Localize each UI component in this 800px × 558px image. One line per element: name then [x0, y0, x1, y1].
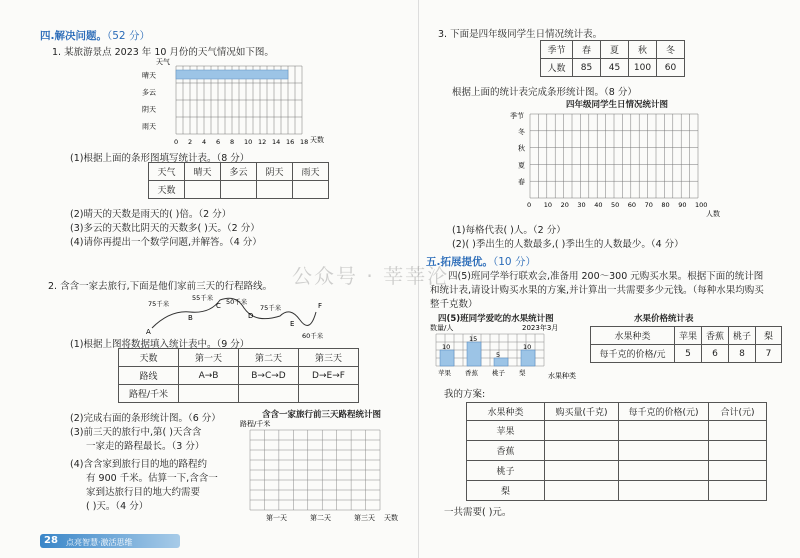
q3-text: 3. 下面是四年级同学生日情况统计表。 [438, 29, 603, 40]
plan-th-0: 水果种类 [467, 403, 545, 421]
route-diagram [140, 290, 340, 340]
route-chart-category: 第二天 [310, 514, 331, 522]
birthday-tick: 40 [594, 201, 603, 209]
birthday-xlabel: 人数 [706, 210, 720, 218]
q2-text: 2. 含含一家去旅行,下面是他们家前三天的行程路线。 [48, 281, 273, 292]
birthday-category: 秋 [518, 144, 525, 153]
route-th-2: 第二天 [239, 349, 299, 367]
q3-sub2: (2)( )季出生的人数最多,( )季出生的人数最少。（4 分） [452, 239, 684, 250]
plan-fruit: 梨 [467, 481, 545, 501]
weather-th-3: 阴天 [257, 163, 293, 181]
weather-tick: 12 [258, 138, 267, 146]
weather-th-2: 多云 [221, 163, 257, 181]
q1-sub1: (1)根据上面的条形图填写统计表。（8 分） [70, 153, 250, 164]
route-distance-label: 60千米 [302, 332, 324, 340]
route-table-row-route [119, 367, 359, 385]
birthday-row-label: 人数 [541, 59, 573, 77]
price-th-2: 香蕉 [702, 327, 729, 345]
plan-header-row [467, 403, 767, 421]
birthday-th-4: 冬 [657, 41, 685, 59]
q2-sub2: (2)完成右面的条形统计图。（6 分） [70, 413, 221, 424]
section5-score: （10 分） [493, 256, 536, 268]
fruit-bar-label: 10 [523, 343, 532, 351]
q4-text2: 和统计表,请设计购买水果的方案,并计算出一共需要多少元钱。（每种水果均购买 [430, 285, 764, 296]
weather-tick: 4 [202, 138, 207, 146]
q2-sub4a: (4)含含家到旅行目的地的路程约 [70, 459, 207, 470]
birthday-tick: 70 [644, 201, 653, 209]
weather-table [148, 162, 329, 199]
q3-sub1: (1)每格代表( )人。（2 分） [452, 225, 566, 236]
q2-sub3b: 一家走的路程最长。（3 分） [86, 441, 205, 452]
weather-tick: 18 [300, 138, 309, 146]
birthday-value: 100 [629, 59, 657, 77]
birthday-tick: 50 [611, 201, 620, 209]
fruit-category: 桃子 [492, 369, 505, 377]
weather-cell-answer[interactable] [293, 181, 329, 199]
route-th-0: 天数 [119, 349, 179, 367]
birthday-data-row [541, 59, 685, 77]
weather-tick: 8 [230, 138, 235, 146]
plan-answer[interactable] [709, 481, 767, 501]
plan-answer[interactable] [709, 421, 767, 441]
section5-label: 五.拓展提优。 [426, 256, 493, 268]
fruit-bar-label: 5 [496, 351, 501, 359]
price-value: 8 [729, 345, 756, 363]
plan-label: 我的方案: [444, 389, 486, 400]
route-row1-label: 路线 [119, 367, 179, 385]
plan-th-2: 每千克的价格(元) [619, 403, 709, 421]
weather-tick: 0 [174, 138, 179, 146]
weather-ylabel: 天气 [156, 58, 170, 66]
weather-bar-chart [140, 56, 340, 146]
weather-cell-answer[interactable] [185, 181, 221, 199]
distance-answer[interactable] [299, 385, 359, 403]
plan-answer[interactable] [545, 481, 619, 501]
birthday-th-2: 夏 [601, 41, 629, 59]
weather-cell-answer[interactable] [221, 181, 257, 199]
fruit-date: 2023年3月 [522, 324, 559, 332]
birthday-category: 冬 [518, 127, 525, 136]
q1-text: 1. 某旅游景点 2023 年 10 月份的天气情况如下图。 [52, 47, 274, 58]
plan-answer[interactable] [709, 441, 767, 461]
route-th-1: 第一天 [179, 349, 239, 367]
route-distance-label: 55千米 [192, 294, 214, 302]
weather-xlabel: 天数 [310, 136, 324, 144]
fruit-category: 苹果 [438, 369, 451, 377]
fruit-ylabel: 数量/人 [430, 324, 454, 332]
route-chart-xlabel: 天数 [384, 514, 398, 522]
plan-row [467, 461, 767, 481]
price-row-label: 每千克的价格/元 [591, 345, 675, 363]
fruit-xlabel: 水果种类 [548, 372, 576, 380]
distance-answer[interactable] [239, 385, 299, 403]
birthday-bar-chart[interactable] [506, 108, 734, 220]
plan-answer[interactable] [619, 441, 709, 461]
route-cell: D→E→F [299, 367, 359, 385]
weather-bar [176, 70, 288, 79]
price-value: 5 [675, 345, 702, 363]
weather-category-label: 多云 [142, 88, 156, 97]
fruit-bar-chart [430, 322, 580, 382]
plan-table [466, 402, 767, 501]
route-cell: B→C→D [239, 367, 299, 385]
fruit-bar [494, 358, 508, 366]
page-number: 28 [44, 535, 58, 546]
weather-th-4: 雨天 [293, 163, 329, 181]
weather-tick: 10 [244, 138, 253, 146]
weather-th-1: 晴天 [185, 163, 221, 181]
weather-th-0: 天气 [149, 163, 185, 181]
route-chart-category: 第一天 [266, 514, 287, 522]
q2-sub3a: (3)前三天的旅行中,第( )天含含 [70, 427, 202, 438]
weather-table-data-row [149, 181, 329, 199]
route-point-label: A [146, 328, 151, 336]
birthday-th-1: 春 [573, 41, 601, 59]
plan-fruit: 香蕉 [467, 441, 545, 461]
plan-th-3: 合计(元) [709, 403, 767, 421]
price-table [590, 326, 782, 363]
q2-sub4d: ( )天。（4 分） [86, 501, 149, 512]
q1-sub2: (2)晴天的天数是雨天的( )倍。（2 分） [70, 209, 232, 220]
price-data-row [591, 345, 782, 363]
route-table-row-distance [119, 385, 359, 403]
route-chart-category: 第三天 [354, 514, 375, 522]
weather-category-label: 雨天 [142, 122, 156, 131]
route-bar-chart[interactable] [232, 416, 412, 526]
q2-sub1: (1)根据上图将数据填入统计表中。（9 分） [70, 339, 250, 350]
watermark: 公众号 · 莘莘沦 [292, 264, 450, 288]
birthday-ylabel: 季节 [510, 112, 524, 120]
route-cell: A→B [179, 367, 239, 385]
route-distance-label: 50千米 [226, 298, 248, 306]
route-point-label: C [216, 302, 221, 310]
plan-answer[interactable] [545, 421, 619, 441]
price-value: 7 [756, 345, 782, 363]
plan-answer[interactable] [619, 421, 709, 441]
plan-answer[interactable] [545, 441, 619, 461]
plan-fruit: 桃子 [467, 461, 545, 481]
fruit-bar [467, 342, 481, 366]
fruit-chart-title: 四(5)班同学爱吃的水果统计图 [438, 314, 554, 324]
q2-sub4b: 有 900 千米。估算一下,含含一 [86, 473, 218, 484]
route-distance-label: 75千米 [260, 304, 282, 312]
weather-row-label: 天数 [149, 181, 185, 199]
distance-answer[interactable] [179, 385, 239, 403]
route-distance-label: 75千米 [148, 300, 170, 308]
price-th-0: 水果种类 [591, 327, 675, 345]
total-line: 一共需要( )元。 [444, 507, 512, 518]
birthday-tick: 60 [627, 201, 637, 209]
birthday-value: 60 [657, 59, 685, 77]
birthday-category: 夏 [518, 161, 525, 170]
fruit-bar [440, 350, 454, 366]
birthday-tick: 20 [560, 201, 569, 209]
birthday-header-row [541, 41, 685, 59]
route-th-3: 第三天 [299, 349, 359, 367]
route-point-label: E [290, 320, 295, 328]
plan-row [467, 421, 767, 441]
plan-fruit: 苹果 [467, 421, 545, 441]
route-table-header-row [119, 349, 359, 367]
footer-text: 点亮智慧·激活思维 [66, 538, 133, 547]
section4-title [40, 28, 150, 43]
route-point-label: D [248, 312, 254, 320]
route-chart-title: 含含一家旅行前三天路程统计图 [262, 410, 382, 420]
birthday-tick: 10 [543, 201, 553, 209]
plan-answer[interactable] [619, 461, 709, 481]
birthday-table [540, 40, 685, 77]
plan-row [467, 481, 767, 501]
route-table [118, 348, 359, 403]
birthday-tick: 30 [577, 201, 586, 209]
weather-category-label: 晴天 [142, 71, 156, 80]
weather-tick: 16 [286, 138, 295, 146]
plan-answer[interactable] [709, 461, 767, 481]
birthday-chart-title: 四年级同学生日情况统计图 [566, 100, 669, 110]
section4-score: （52 分） [107, 30, 150, 42]
weather-table-header-row [149, 163, 329, 181]
weather-category-label: 阴天 [142, 105, 156, 114]
q1-sub3: (3)多云的天数比阴天的天数多( )天。（2 分） [70, 223, 260, 234]
price-th-3: 桃子 [729, 327, 756, 345]
fruit-bar-label: 15 [469, 335, 478, 343]
q4-text3: 整千克数） [430, 299, 478, 310]
price-table-title: 水果价格统计表 [634, 314, 694, 324]
weather-cell-answer[interactable] [257, 181, 293, 199]
weather-tick: 6 [216, 138, 221, 146]
weather-tick: 14 [272, 138, 281, 146]
price-th-4: 梨 [756, 327, 782, 345]
plan-answer[interactable] [619, 481, 709, 501]
birthday-value: 45 [601, 59, 629, 77]
q1-sub4: (4)请你再提出一个数学问题,并解答。（4 分） [70, 237, 262, 248]
route-chart-ylabel: 路程/千米 [240, 420, 271, 428]
route-point-label: B [188, 314, 193, 322]
weather-tick: 2 [188, 138, 193, 146]
birthday-th-0: 季节 [541, 41, 573, 59]
birthday-category: 春 [518, 178, 525, 187]
birthday-tick: 80 [661, 201, 670, 209]
birthday-tick: 100 [695, 201, 708, 209]
q2-sub4c: 家到达旅行目的地大约需要 [86, 487, 201, 498]
price-th-1: 苹果 [675, 327, 702, 345]
fruit-bar [521, 350, 535, 366]
q3-sub0: 根据上面的统计表完成条形统计图。（8 分） [452, 87, 637, 98]
price-header-row [591, 327, 782, 345]
fruit-category: 香蕉 [465, 369, 478, 377]
birthday-tick: 90 [678, 201, 687, 209]
plan-row [467, 441, 767, 461]
birthday-value: 85 [573, 59, 601, 77]
birthday-tick: 0 [527, 201, 532, 209]
route-row2-label: 路程/千米 [119, 385, 179, 403]
fruit-category: 梨 [519, 369, 526, 377]
plan-answer[interactable] [545, 461, 619, 481]
q4-text1: 四(5)班同学举行联欢会,准备用 200～300 元购买水果。根据下面的统计图 [448, 271, 764, 282]
section4-label: 四.解决问题。 [40, 30, 107, 42]
fruit-bar-label: 10 [442, 343, 451, 351]
price-value: 6 [702, 345, 729, 363]
birthday-th-3: 秋 [629, 41, 657, 59]
route-point-label: F [318, 302, 323, 310]
plan-th-1: 购买量(千克) [545, 403, 619, 421]
